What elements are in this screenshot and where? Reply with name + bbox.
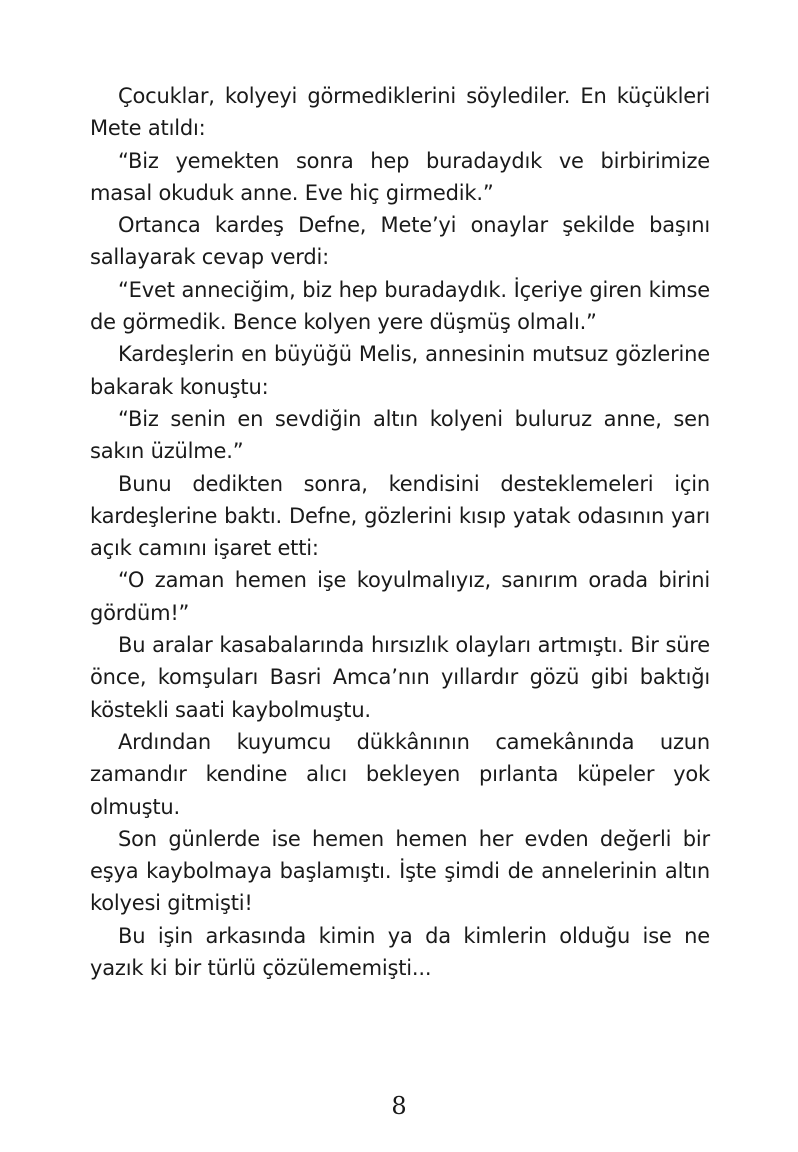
story-text	[90, 80, 710, 984]
paragraph: Bu işin arkasında kimin ya da kimlerin olduğu ise ne yazık ki bir türlü çözülememişti...	[90, 923, 710, 981]
paragraph: Kardeşlerin en büyüğü Melis, annesinin mutsuz gözlerine bakarak konuştu:	[90, 342, 710, 399]
paragraph: “Biz senin en sevdiğin altın kolyeni buluruz anne, sen sakın üzülme.”	[90, 406, 710, 464]
paragraph: “O zaman hemen işe koyulmalıyız, sanırım orada birini gördüm!”	[90, 568, 710, 625]
paragraph: Son günlerde ise hemen hemen her evden değerli bir eşya kaybolmaya başlamıştı. İşte şimdi de annelerinin altın kolyesi gitmişti!	[90, 826, 710, 916]
paragraph: “Biz yemekten sonra hep buradaydık ve birbirimize masal okuduk anne. Eve hiç girmedik.”	[90, 148, 710, 205]
paragraph: Ortanca kardeş Defne, Mete’yi onaylar şekilde başını sallayarak cevap verdi:	[90, 213, 710, 270]
page-number: 8	[391, 1092, 407, 1120]
paragraph: Bu aralar kasabalarında hırsızlık olayları artmıştı. Bir süre önce, komşuları Basri Amca’nın yıllardır gözü gibi baktığı köstekli saati kaybolmuştu.	[90, 633, 710, 722]
paragraph: Çocuklar, kolyeyi görmediklerini söylediler. En küçükleri Mete atıldı:	[90, 84, 710, 141]
paragraph: “Evet anneciğim, biz hep buradaydık. İçeriye giren kimse de görmedik. Bence kolyen yere düşmüş olmalı.”	[90, 277, 710, 335]
paragraph: Bunu dedikten sonra, kendisini desteklemeleri için kardeşlerine baktı. Defne, gözlerini kısıp yatak odasının yarı açık camını işaret etti:	[90, 471, 710, 561]
paragraph: Ardından kuyumcu dükkânının camekânında uzun zamandır kendine alıcı bekleyen pırlanta küpeler yok olmuştu.	[90, 729, 710, 819]
